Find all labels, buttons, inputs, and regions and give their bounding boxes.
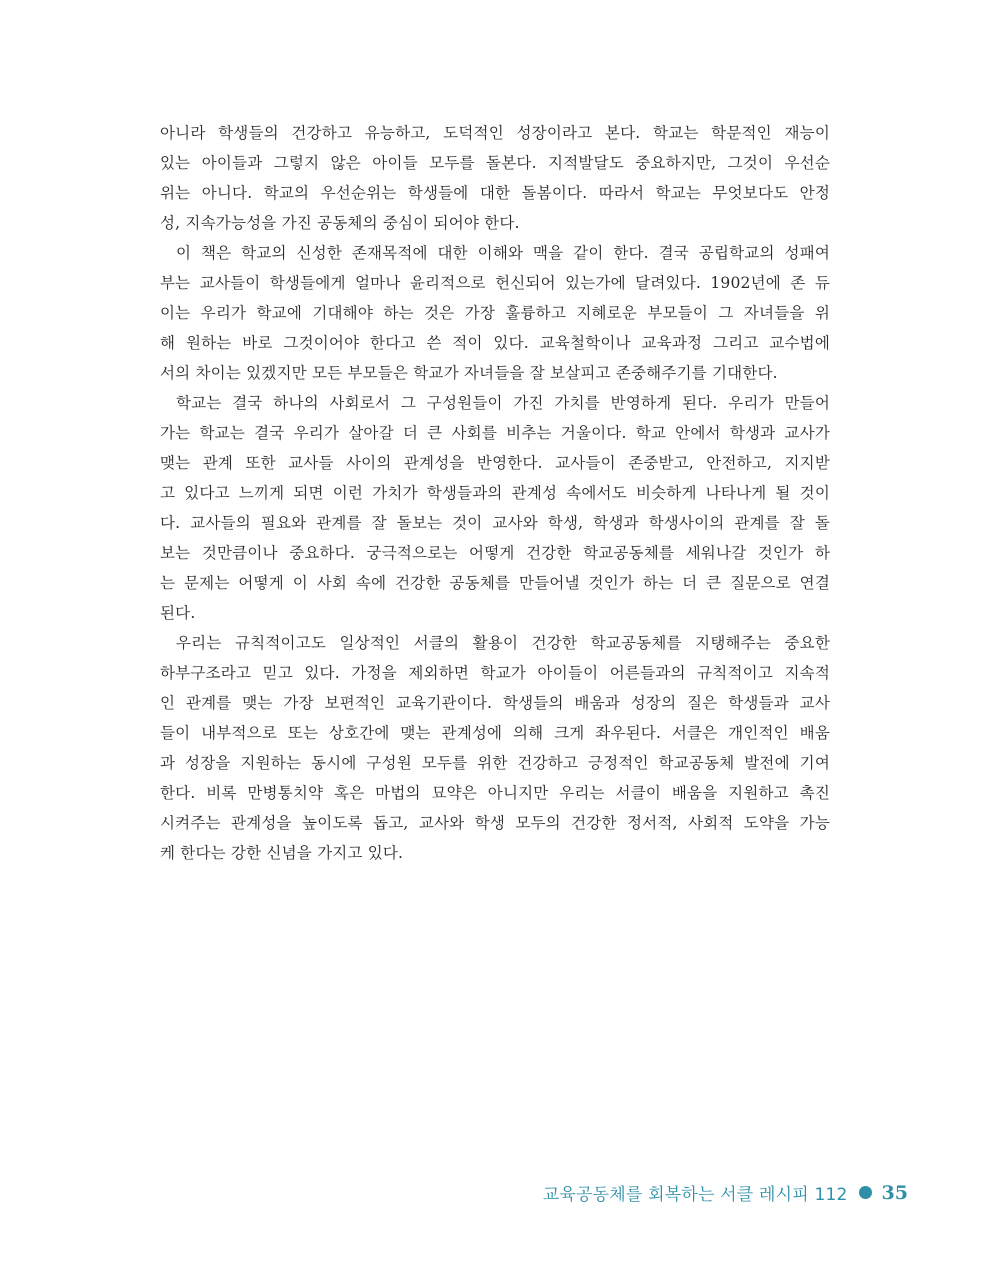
text-line: 우리는 규칙적이고도 일상적인 서클의 활용이 건강한 학교공동체를 지탱해주는 중요한 [176, 634, 830, 652]
text-line: 가는 학교는 결국 우리가 살아갈 더 큰 사회를 비추는 거울이다. 학교 안에서 학생과 교사가 [160, 424, 830, 442]
text-line: 된다. [160, 604, 196, 622]
text-line: 부는 교사들이 학생들에게 얼마나 윤리적으로 헌신되어 있는가에 달려있다. 1902년에 존 듀 [160, 274, 830, 292]
text-line: 해 원하는 바로 그것이어야 한다고 쓴 적이 있다. 교육철학이나 교육과정 그리고 교수법에 [160, 334, 830, 352]
text-line: 이 책은 학교의 신성한 존재목적에 대한 이해와 맥을 같이 한다. 결국 공립학교의 성패여 [176, 244, 830, 262]
text-line: 는 문제는 어떻게 이 사회 속에 건강한 공동체를 만들어낼 것인가 하는 더 큰 질문으로 연결 [160, 574, 830, 592]
body-text [160, 118, 830, 868]
page-number: 35 [881, 1181, 908, 1204]
text-line: 보는 것만큼이나 중요하다. 궁극적으로는 어떻게 건강한 학교공동체를 세워나갈 것인가 하 [160, 544, 830, 562]
text-line: 들이 내부적으로 또는 상호간에 맺는 관계성에 의해 크게 좌우된다. 서클은 개인적인 배움 [160, 724, 830, 742]
text-line: 학교는 결국 하나의 사회로서 그 구성원들이 가진 가치를 반영하게 된다. 우리가 만들어 [176, 394, 830, 412]
text-line: 한다. 비록 만병통치약 혹은 마법의 묘약은 아니지만 우리는 서클이 배움을 지원하고 촉진 [160, 784, 830, 802]
bullet-dot-icon [859, 1186, 872, 1199]
text-line: 아니라 학생들의 건강하고 유능하고, 도덕적인 성장이라고 본다. 학교는 학문적인 재능이 [160, 124, 830, 142]
book-title: 교육공동체를 회복하는 서클 레시피 112 [542, 1185, 848, 1205]
text-line: 성, 지속가능성을 가진 공동체의 중심이 되어야 한다. [160, 214, 520, 232]
running-footer [543, 1180, 908, 1205]
text-line: 인 관계를 맺는 가장 보편적인 교육기관이다. 학생들의 배움과 성장의 질은 학생들과 교사 [160, 694, 830, 712]
text-line: 하부구조라고 믿고 있다. 가정을 제외하면 학교가 아이들이 어른들과의 규칙적이고 지속적 [160, 664, 830, 682]
text-line: 이는 우리가 학교에 기대해야 하는 것은 가장 훌륭하고 지혜로운 부모들이 그 자녀들을 위 [160, 304, 830, 322]
text-line: 맺는 관계 또한 교사들 사이의 관계성을 반영한다. 교사들이 존중받고, 안전하고, 지지받 [160, 454, 830, 472]
text-line: 다. 교사들의 필요와 관계를 잘 돌보는 것이 교사와 학생, 학생과 학생사이의 관계를 잘 돌 [160, 514, 830, 532]
text-line: 시켜주는 관계성을 높이도록 돕고, 교사와 학생 모두의 건강한 정서적, 사회적 도약을 가능 [160, 814, 830, 832]
text-line: 위는 아니다. 학교의 우선순위는 학생들에 대한 돌봄이다. 따라서 학교는 무엇보다도 안정 [160, 184, 830, 202]
text-line: 있는 아이들과 그렇지 않은 아이들 모두를 돌본다. 지적발달도 중요하지만, 그것이 우선순 [160, 154, 830, 172]
text-line: 고 있다고 느끼게 되면 이런 가치가 학생들과의 관계성 속에서도 비슷하게 나타나게 될 것이 [160, 484, 830, 502]
text-line: 과 성장을 지원하는 동시에 구성원 모두를 위한 건강하고 긍정적인 학교공동체 발전에 기여 [160, 754, 830, 772]
text-line: 케 한다는 강한 신념을 가지고 있다. [160, 844, 404, 862]
text-line: 서의 차이는 있겠지만 모든 부모들은 학교가 자녀들을 잘 보살피고 존중해주기를 기대한다. [160, 364, 778, 382]
